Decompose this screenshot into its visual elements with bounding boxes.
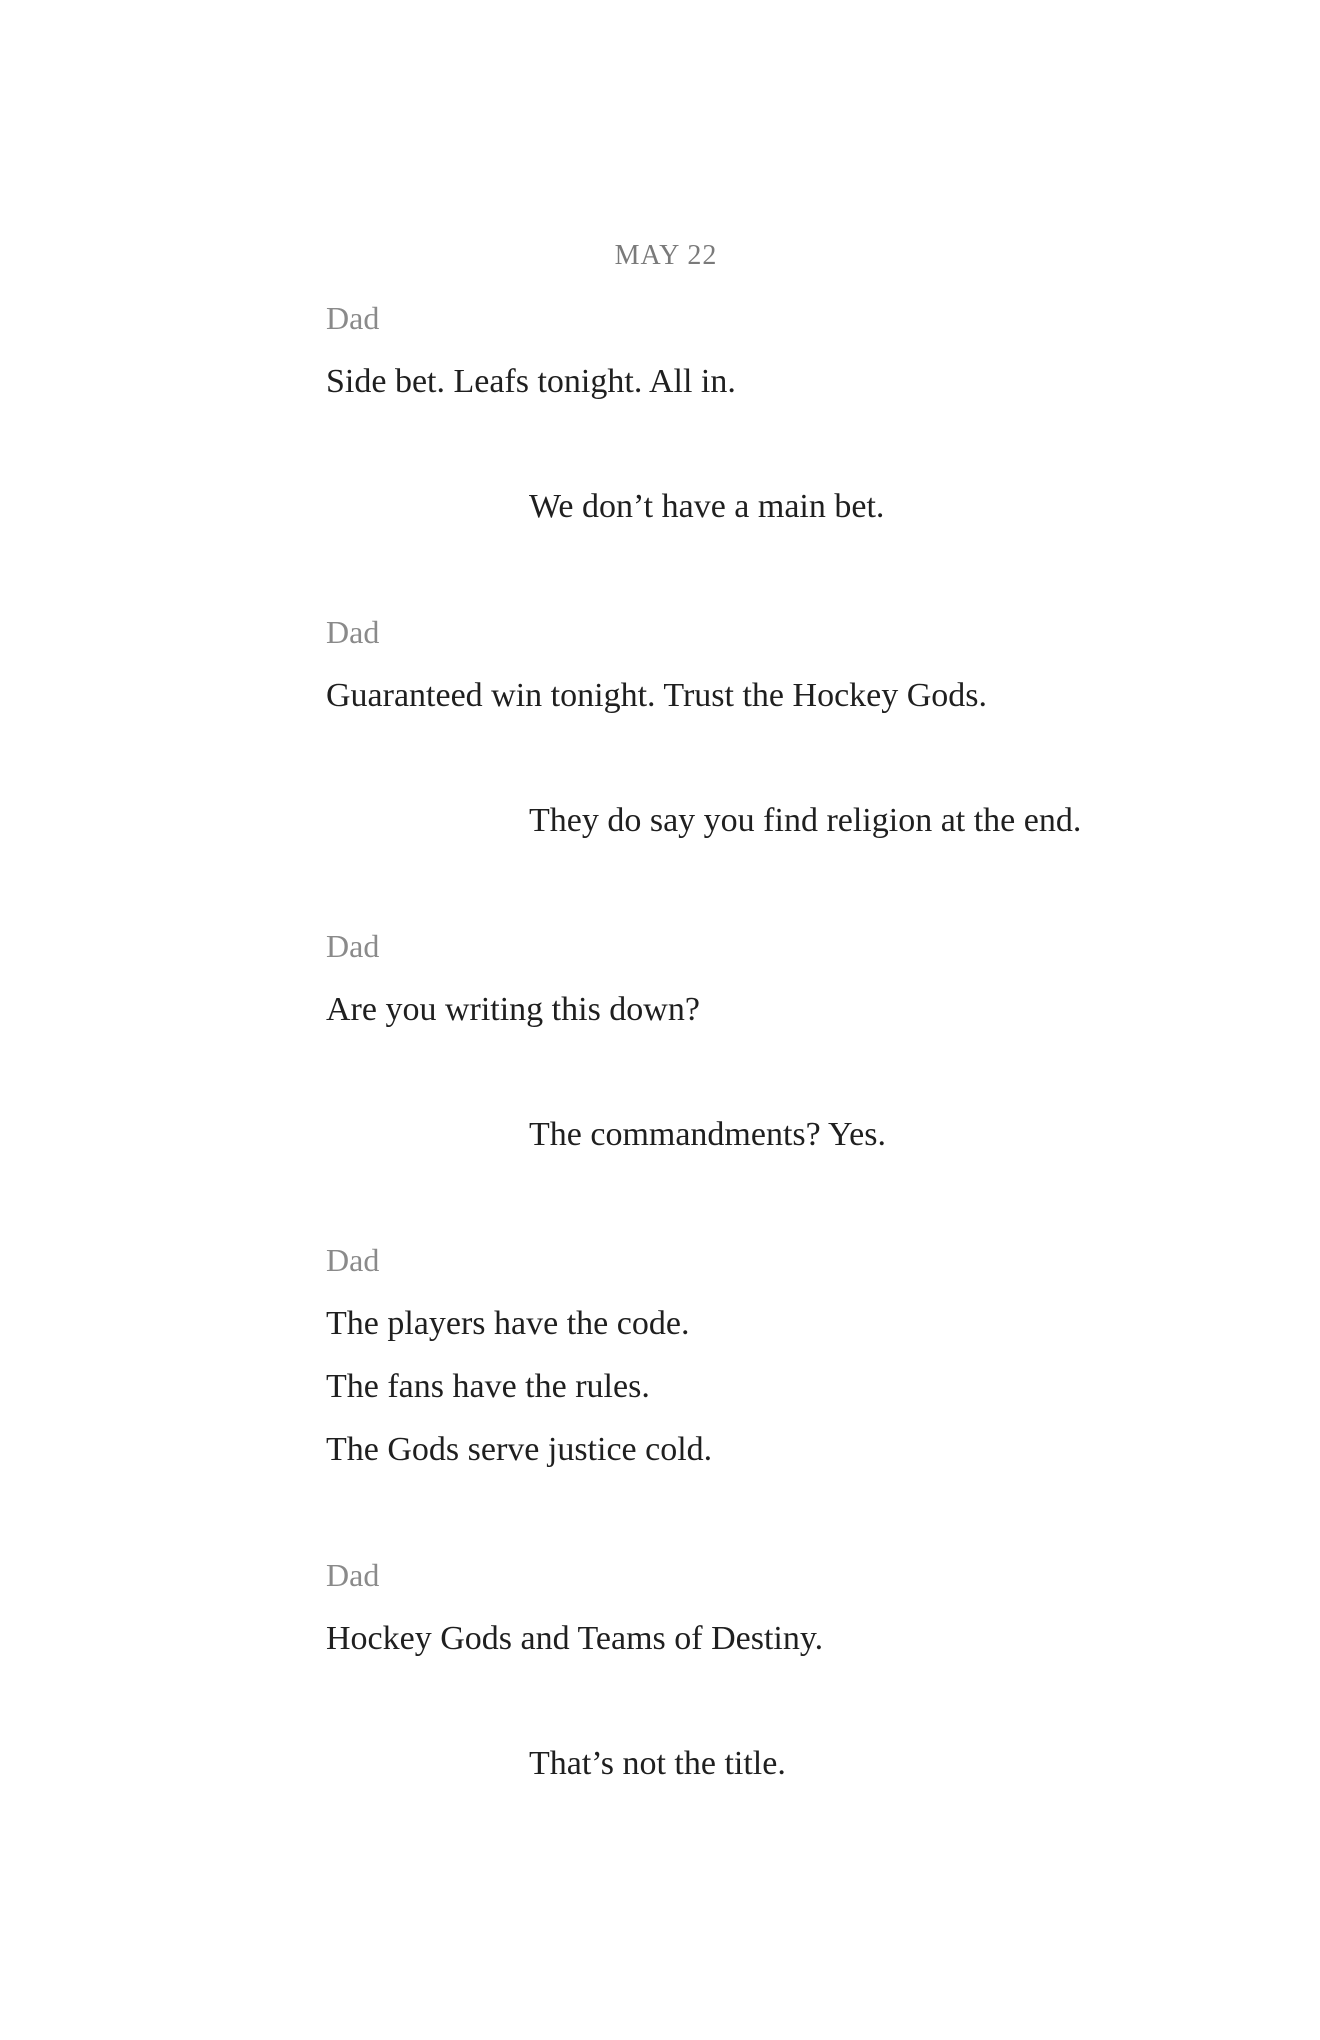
dad-message: Are you writing this down? (326, 991, 700, 1028)
reply-message: The commandments? Yes. (529, 1116, 886, 1153)
speaker-label: Dad (326, 614, 380, 650)
speaker-label: Dad (326, 928, 380, 964)
dad-message: Side bet. Leafs tonight. All in. (326, 363, 736, 400)
reply-message: They do say you find religion at the end. (529, 802, 1082, 839)
speaker-label: Dad (326, 1557, 380, 1593)
speaker-label: Dad (326, 300, 380, 336)
date-header: MAY 22 (614, 240, 718, 271)
dad-message: Guaranteed win tonight. Trust the Hockey Gods. (326, 677, 988, 714)
reply-message: That’s not the title. (529, 1745, 786, 1782)
dad-message: Hockey Gods and Teams of Destiny. (326, 1620, 824, 1657)
speaker-label: Dad (326, 1242, 380, 1278)
dad-message: The fans have the rules. (326, 1368, 650, 1405)
reply-message: We don’t have a main bet. (529, 488, 885, 525)
dad-message: The Gods serve justice cold. (326, 1431, 713, 1468)
dad-message: The players have the code. (326, 1305, 690, 1342)
